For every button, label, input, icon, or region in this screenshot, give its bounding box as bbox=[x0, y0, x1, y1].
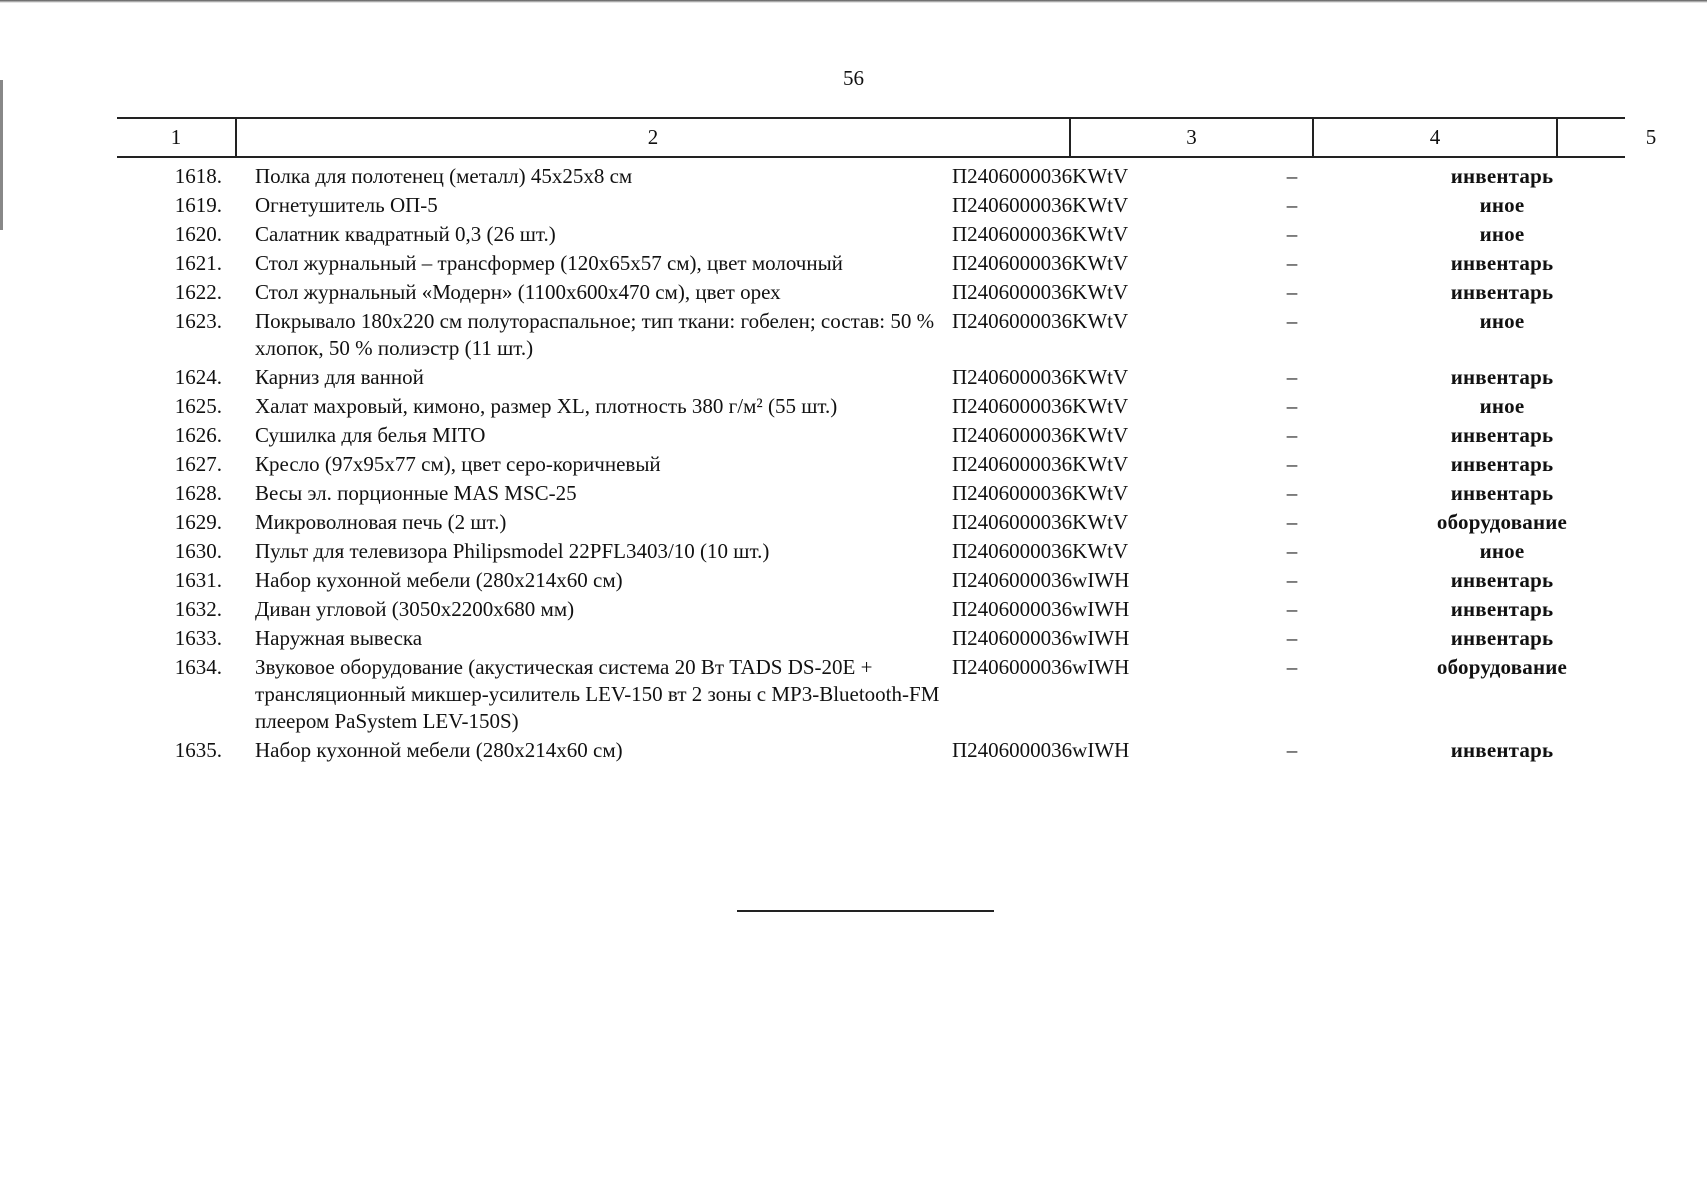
row-number: 1626. bbox=[174, 423, 222, 447]
item-name: Кресло (97х95х77 см), цвет серо-коричневый bbox=[255, 452, 661, 476]
row-number: 1618. bbox=[174, 164, 222, 188]
row-number: 1621. bbox=[174, 251, 222, 275]
table-row bbox=[117, 480, 1625, 509]
item-code: П2406000036wIWH bbox=[952, 738, 1130, 762]
item-name: Покрывало 180х220 см полутораспальное; тип ткани: гобелен; состав: 50 % хлопок, 50 % полиэстр (11 шт.) bbox=[255, 309, 935, 360]
item-name: Стол журнальный «Модерн» (1100х600х470 см), цвет орех bbox=[255, 280, 781, 304]
scan-edge-left bbox=[0, 80, 3, 230]
item-name: Халат махровый, кимоно, размер XL, плотность 380 г/м² (55 шт.) bbox=[255, 394, 838, 418]
table-header bbox=[117, 117, 1657, 158]
item-category: инвентарь bbox=[1450, 365, 1554, 389]
item-code: П2406000036wIWH bbox=[952, 655, 1130, 679]
item-dash: – bbox=[1286, 394, 1298, 418]
item-dash: – bbox=[1286, 539, 1298, 563]
item-category: инвентарь bbox=[1450, 738, 1554, 762]
item-code: П2406000036KWtV bbox=[952, 539, 1129, 563]
item-dash: – bbox=[1286, 597, 1298, 621]
item-code: П2406000036wIWH bbox=[952, 597, 1130, 621]
row-number: 1632. bbox=[174, 597, 222, 621]
table-row bbox=[117, 393, 1625, 422]
item-category: инвентарь bbox=[1450, 423, 1554, 447]
item-dash: – bbox=[1286, 626, 1298, 650]
item-name: Набор кухонной мебели (280х214х60 см) bbox=[255, 568, 623, 592]
table-row bbox=[117, 250, 1625, 279]
row-number: 1635. bbox=[174, 738, 222, 762]
table-row bbox=[117, 567, 1625, 596]
item-code: П2406000036KWtV bbox=[952, 222, 1129, 246]
table-row bbox=[117, 538, 1625, 567]
item-dash: – bbox=[1286, 568, 1298, 592]
item-code: П2406000036KWtV bbox=[952, 423, 1129, 447]
item-code: П2406000036KWtV bbox=[952, 193, 1129, 217]
item-name: Весы эл. порционные MAS MSC-25 bbox=[255, 481, 577, 505]
item-code: П2406000036KWtV bbox=[952, 251, 1129, 275]
row-number: 1631. bbox=[174, 568, 222, 592]
item-code: П2406000036KWtV bbox=[952, 365, 1129, 389]
item-category: оборудование bbox=[1436, 655, 1568, 679]
header-col-5: 5 bbox=[1556, 119, 1707, 156]
item-code: П2406000036KWtV bbox=[952, 280, 1129, 304]
item-dash: – bbox=[1286, 481, 1298, 505]
item-name: Сушилка для белья MITO bbox=[255, 423, 486, 447]
scan-edge bbox=[0, 0, 1707, 3]
table-row bbox=[117, 364, 1625, 393]
item-dash: – bbox=[1286, 280, 1298, 304]
row-number: 1634. bbox=[174, 655, 222, 679]
page-number: 56 bbox=[843, 66, 864, 90]
item-name: Микроволновая печь (2 шт.) bbox=[255, 510, 507, 534]
table-row bbox=[117, 163, 1625, 192]
item-category: иное bbox=[1479, 309, 1525, 333]
header-col-1: 1 bbox=[170, 125, 182, 149]
item-category: инвентарь bbox=[1450, 597, 1554, 621]
row-number: 1620. bbox=[174, 222, 222, 246]
item-code: П2406000036KWtV bbox=[952, 452, 1129, 476]
table-row bbox=[117, 308, 1625, 364]
row-number: 1623. bbox=[174, 309, 222, 333]
table-row bbox=[117, 625, 1625, 654]
item-category: инвентарь bbox=[1450, 481, 1554, 505]
item-category: инвентарь bbox=[1450, 452, 1554, 476]
row-number: 1630. bbox=[174, 539, 222, 563]
table-row bbox=[117, 596, 1625, 625]
row-number: 1627. bbox=[174, 452, 222, 476]
item-category: инвентарь bbox=[1450, 626, 1554, 650]
row-number: 1619. bbox=[174, 193, 222, 217]
item-code: П2406000036wIWH bbox=[952, 568, 1130, 592]
item-name: Звуковое оборудование (акустическая система 20 Вт TADS DS-20E + трансляционный микшер-усилитель LEV-150 вт 2 зоны с MP3-Bluetooth-FM плеером PaSystem LEV-150S) bbox=[255, 655, 940, 733]
header-col-4: 4 bbox=[1312, 119, 1556, 156]
item-name: Карниз для ванной bbox=[255, 365, 424, 389]
item-code: П2406000036KWtV bbox=[952, 394, 1129, 418]
item-name: Огнетушитель ОП-5 bbox=[255, 193, 438, 217]
inventory-table bbox=[117, 117, 1657, 766]
table-row bbox=[117, 509, 1625, 538]
row-number: 1622. bbox=[174, 280, 222, 304]
item-code: П2406000036wIWH bbox=[952, 626, 1130, 650]
table-row bbox=[117, 654, 1625, 737]
item-dash: – bbox=[1286, 510, 1298, 534]
item-dash: – bbox=[1286, 309, 1298, 333]
item-dash: – bbox=[1286, 222, 1298, 246]
header-col-3: 3 bbox=[1069, 119, 1312, 156]
item-name: Полка для полотенец (металл) 45х25х8 см bbox=[255, 164, 633, 188]
item-name: Диван угловой (3050х2200х680 мм) bbox=[255, 597, 575, 621]
item-name: Салатник квадратный 0,3 (26 шт.) bbox=[255, 222, 556, 246]
header-col-2: 2 bbox=[235, 119, 1069, 156]
item-dash: – bbox=[1286, 193, 1298, 217]
item-code: П2406000036KWtV bbox=[952, 481, 1129, 505]
item-name: Стол журнальный – трансформер (120х65х57 см), цвет молочный bbox=[255, 251, 843, 275]
table-body bbox=[117, 163, 1625, 766]
end-rule bbox=[737, 910, 994, 912]
item-name: Набор кухонной мебели (280х214х60 см) bbox=[255, 738, 623, 762]
item-dash: – bbox=[1286, 423, 1298, 447]
item-category: инвентарь bbox=[1450, 280, 1554, 304]
item-name: Пульт для телевизора Philipsmodel 22PFL3403/10 (10 шт.) bbox=[255, 539, 770, 563]
table-row bbox=[117, 451, 1625, 480]
item-category: иное bbox=[1479, 222, 1525, 246]
row-number: 1633. bbox=[174, 626, 222, 650]
item-category: инвентарь bbox=[1450, 251, 1554, 275]
item-code: П2406000036KWtV bbox=[952, 309, 1129, 333]
item-category: иное bbox=[1479, 193, 1525, 217]
item-dash: – bbox=[1286, 452, 1298, 476]
row-number: 1624. bbox=[174, 365, 222, 389]
item-category: инвентарь bbox=[1450, 164, 1554, 188]
item-code: П2406000036KWtV bbox=[952, 510, 1129, 534]
item-dash: – bbox=[1286, 251, 1298, 275]
item-category: инвентарь bbox=[1450, 568, 1554, 592]
table-row bbox=[117, 422, 1625, 451]
item-dash: – bbox=[1286, 365, 1298, 389]
item-dash: – bbox=[1286, 164, 1298, 188]
item-category: оборудование bbox=[1436, 510, 1568, 534]
item-category: иное bbox=[1479, 394, 1525, 418]
item-code: П2406000036KWtV bbox=[952, 164, 1129, 188]
table-row bbox=[117, 192, 1625, 221]
item-dash: – bbox=[1286, 655, 1298, 679]
table-row bbox=[117, 737, 1625, 766]
item-category: иное bbox=[1479, 539, 1525, 563]
item-dash: – bbox=[1286, 738, 1298, 762]
row-number: 1625. bbox=[174, 394, 222, 418]
row-number: 1628. bbox=[174, 481, 222, 505]
table-row bbox=[117, 221, 1625, 250]
row-number: 1629. bbox=[174, 510, 222, 534]
table-row bbox=[117, 279, 1625, 308]
item-name: Наружная вывеска bbox=[255, 626, 423, 650]
